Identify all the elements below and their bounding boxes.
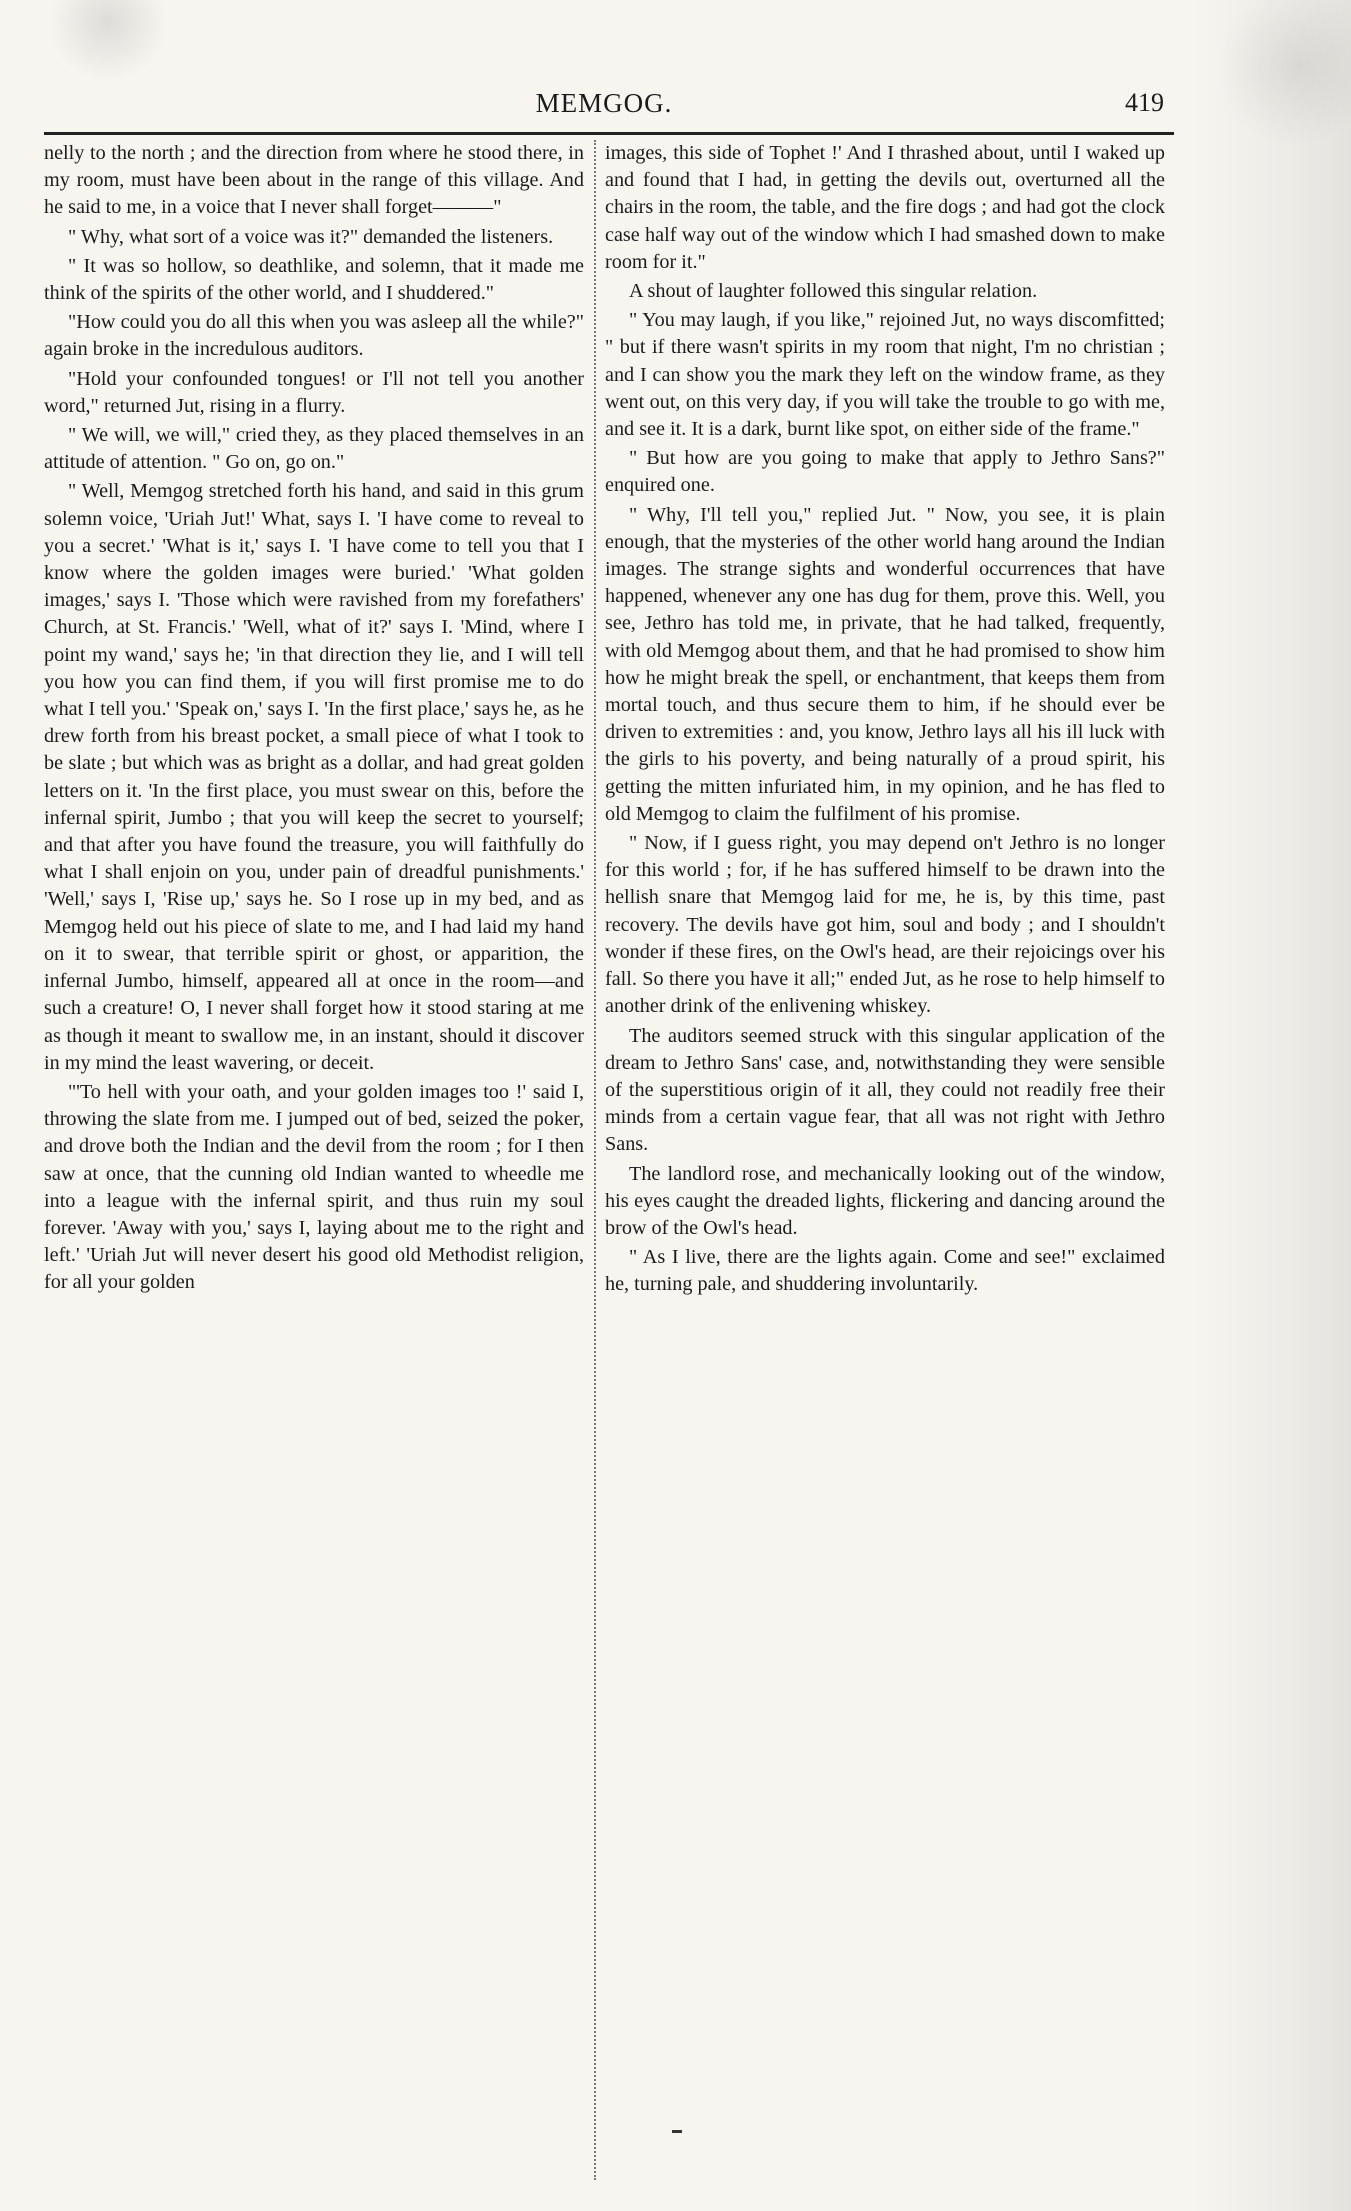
- paragraph: " But how are you going to make that apply to Jethro Sans?" enquired one.: [605, 447, 1165, 497]
- paragraph: " As I live, there are the lights again. Come and see!" exclaimed he, turning pale, and shuddering involuntarily.: [605, 1246, 1165, 1296]
- page-number: 419: [1125, 88, 1164, 117]
- paragraph: " You may laugh, if you like," rejoined Jut, no ways discomfitted; " but if there wasn't spirits in my room that night, I'm no christian ; and I can show you the mark they left on the window frame, as they went out, on this very day, if you will take the trouble to go with me, and see it. It is a dark, burnt like spot, on either side of the frame.": [605, 309, 1165, 441]
- paragraph: images, this side of Tophet !' And I thrashed about, until I waked up and found that I had, in getting the devils out, overturned all the chairs in the room, the table, and the fire dogs ; and had got the clock case half way out of the window which I had smashed down to make room for it.": [605, 142, 1165, 273]
- paragraph: "Hold your confounded tongues! or I'll not tell you another word," returned Jut, rising in a flurry.: [44, 367, 584, 417]
- paragraph: "How could you do all this when you was asleep all the while?" again broke in the incredulous auditors.: [44, 311, 584, 361]
- paragraph: " Why, what sort of a voice was it?" demanded the listeners.: [68, 225, 554, 248]
- paragraph: nelly to the north ; and the direction from where he stood there, in my room, must have been about in the range of this village. And he said to me, in a voice that I never shall forget———": [44, 142, 584, 219]
- paragraph: The auditors seemed struck with this singular application of the dream to Jethro Sans' case, and, notwithstanding they were sensible of the superstitious origin of it all, they could not readily free their minds from a certain vague fear, that all was not right with Jethro Sans.: [605, 1024, 1165, 1156]
- left-column: [44, 140, 584, 1297]
- paragraph: " Well, Memgog stretched forth his hand, and said in this grum solemn voice, 'Uriah Jut!' What, says I. 'I have come to reveal to you a secret.' 'What is it,' says I. 'I have come to tell you that I know where the golden images were buried.' 'What golden images,' says I. 'Those which were ravished from my forefathers' Church, at St. Francis.' 'Well, what of it?' says I. 'Mind, where I point my wand,' says he; 'in that direction they lie, and I will tell you how you can find them, if you will first promise me to do what I tell you.' 'Speak on,' says I. 'In the first place,' says he, as he drew forth from his breast pocket, a small piece of what I took to be slate ; but which was as bright as a dollar, and had great golden letters on it. 'In the first place, you must swear on this, before the infernal spirit, Jumbo ; that you will keep the secret to yourself; and that after you have found the treasure, you will faithfully do what I shall enjoin on you, under pain of dreadful punishments.' 'Well,' says I, 'Rise up,' says he. So I rose up in my bed, and as Memgog held out his piece of slate to me, and I had laid my hand on it to swear, that terrible spirit or ghost, or apparition, the infernal Jumbo, himself, appeared all at once in the room—and such a creature! O, I never shall forget how it stood staring at me as though it meant to swallow me, in an instant, should it discover in my mind the least wavering, or deceit.: [44, 480, 584, 1074]
- paragraph: The landlord rose, and mechanically looking out of the window, his eyes caught the dreaded lights, flickering and dancing around the brow of the Owl's head.: [605, 1162, 1165, 1239]
- paragraph: " We will, we will," cried they, as they placed themselves in an attitude of attention. " Go on, go on.": [44, 424, 584, 474]
- bottom-mark: [672, 2130, 682, 2133]
- running-head: [44, 88, 1164, 128]
- paragraph: A shout of laughter followed this singular relation.: [629, 280, 1038, 303]
- header-rule: [44, 132, 1174, 135]
- running-title: MEMGOG.: [535, 88, 673, 118]
- column-divider: [594, 140, 596, 2180]
- paragraph: " Now, if I guess right, you may depend on't Jethro is no longer for this world ; for, if he has suffered himself to be drawn into the hellish snare that Memgog laid for me, he is, by this time, past recovery. The devils have got him, soul and body ; and I shouldn't wonder if these fires, on the Owl's head, are their rejoicings over his fall. So there you have it all;" ended Jut, as he rose to help himself to another drink of the enlivening whiskey.: [605, 832, 1165, 1018]
- paragraph: " Why, I'll tell you," replied Jut. " Now, you see, it is plain enough, that the mysteries of the other world hang around the Indian images. The strange sights and wonderful occurrences that have happened, whenever any one has dug for them, prove this. Well, you see, Jethro has told me, in private, that he had talked, frequently, with old Memgog about them, and that he had promised to show him how he might break the spell, or enchantment, that keeps them from mortal touch, and thus secure them to him, if he should ever be driven to extremities : and, you know, Jethro lays all his ill luck with the girls to his poverty, and being naturally of a proud spirit, his getting the mitten infuriated him, in my opinion, and he has fled to old Memgog to claim the fulfilment of his promise.: [605, 503, 1165, 825]
- right-column: [605, 140, 1165, 1299]
- paragraph: "'To hell with your oath, and your golden images too !' said I, throwing the slate from me. I jumped out of bed, seized the poker, and drove both the Indian and the devil from the room ; for I then saw at once, that the cunning old Indian wanted to wheedle me into a league with the infernal spirit, and thus ruin my soul forever. 'Away with you,' says I, laying about me to the right and left.' 'Uriah Jut will never desert his good old Methodist religion, for all your golden: [44, 1080, 584, 1294]
- page-edge-shadow: [1191, 0, 1351, 2211]
- paragraph: " It was so hollow, so deathlike, and solemn, that it made me think of the spirits of the other world, and I shuddered.": [44, 254, 584, 305]
